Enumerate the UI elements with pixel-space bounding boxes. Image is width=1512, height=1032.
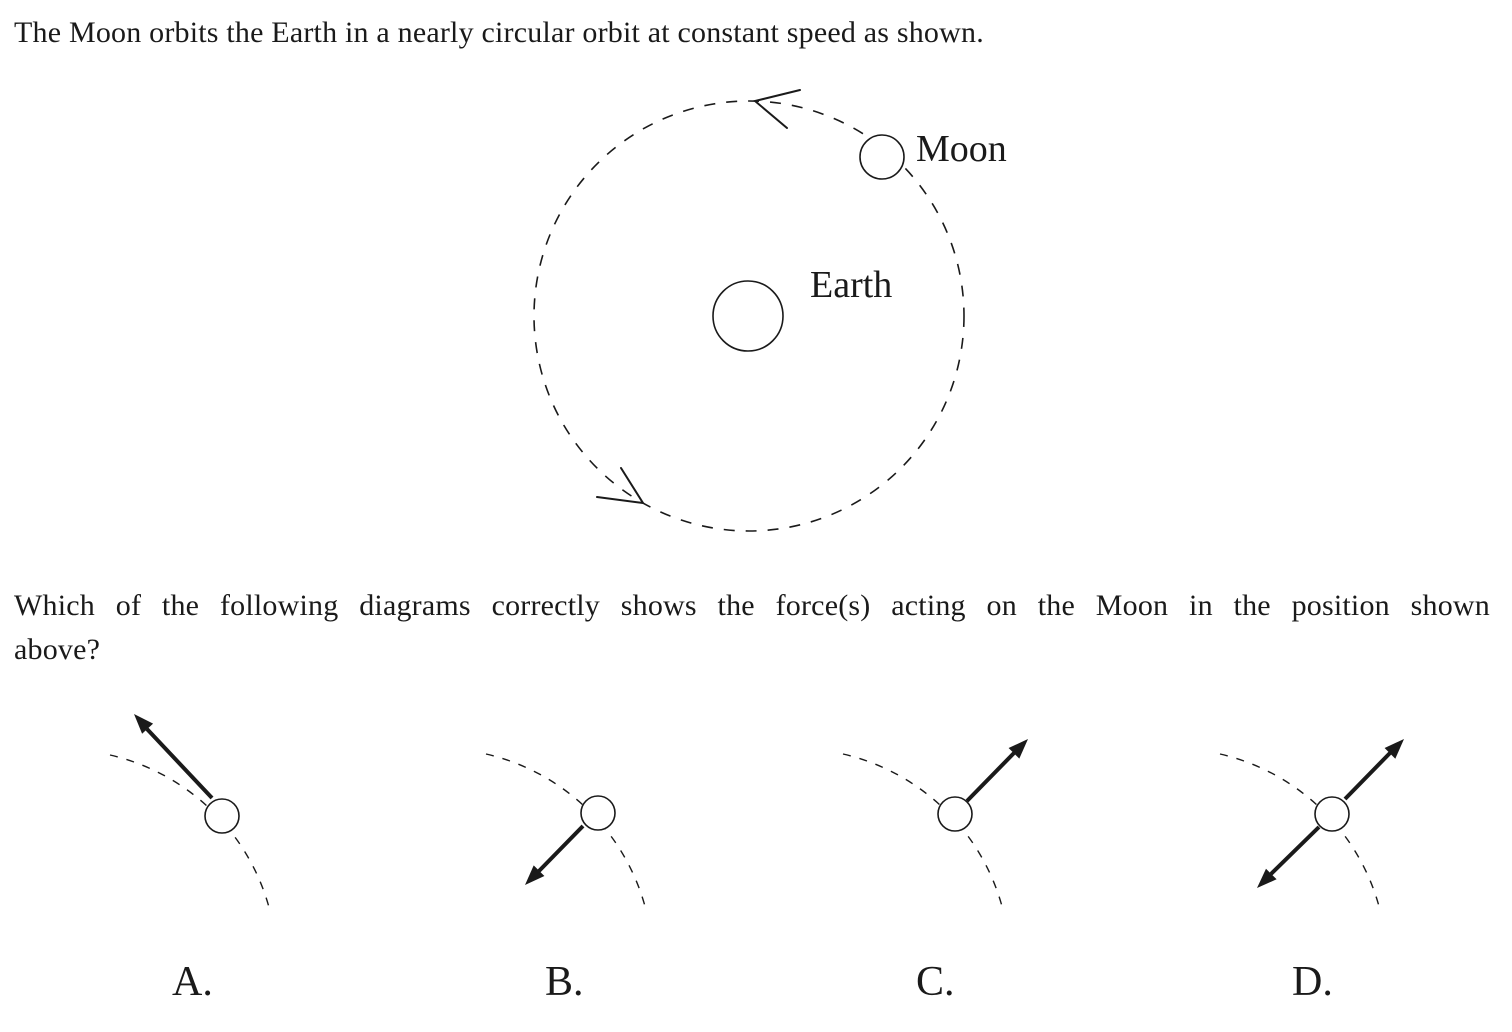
option-a-moon-circle <box>205 799 239 833</box>
option-b-panel <box>486 754 646 910</box>
orbit-direction-arrow-top <box>755 90 800 128</box>
orbit-diagram <box>534 90 964 531</box>
question-line-1: Which of the following diagrams correctly shows the force(s) acting on the Moon in the position shown <box>14 589 1490 622</box>
option-label-c: C. <box>916 959 955 1005</box>
option-c-panel <box>843 739 1028 910</box>
moon-circle <box>860 135 904 179</box>
option-c-moon-circle <box>938 797 972 831</box>
orbit-direction-arrow-bottom <box>597 468 643 503</box>
option-b-orbit-arc <box>486 754 646 910</box>
option-a-force-arrow <box>147 729 212 798</box>
option-d-moon-circle <box>1315 797 1349 831</box>
question-line-2: above? <box>14 633 101 666</box>
option-b-moon-circle <box>581 796 615 830</box>
option-label-d: D. <box>1292 959 1333 1005</box>
question-text <box>14 584 1490 672</box>
option-c-force-arrow <box>967 753 1014 801</box>
option-d-panel <box>1220 739 1404 910</box>
earth-circle <box>713 281 783 351</box>
option-c-orbit-arc <box>843 754 1003 910</box>
intro-text: The Moon orbits the Earth in a nearly circular orbit at constant speed as shown. <box>14 16 984 49</box>
option-label-b: B. <box>545 959 584 1005</box>
option-d-orbit-arc <box>1220 754 1380 910</box>
option-d-force-arrow-outward <box>1345 753 1390 799</box>
option-d-force-arrow-inward <box>1271 827 1319 874</box>
moon-label: Moon <box>916 128 1007 170</box>
option-a-orbit-arc <box>110 755 270 911</box>
option-label-a: A. <box>172 959 213 1005</box>
option-b-force-arrow <box>539 826 583 871</box>
option-a-panel <box>110 714 270 911</box>
earth-label: Earth <box>810 264 893 306</box>
